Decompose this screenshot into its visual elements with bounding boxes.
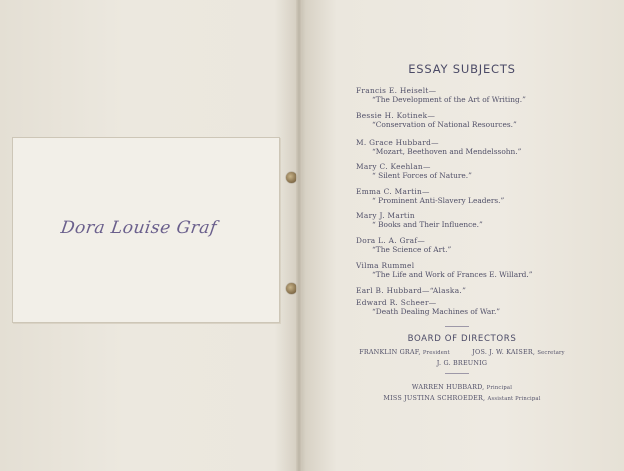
board-member-name: FRANKLIN GRAF,	[359, 348, 421, 356]
assistant-principal-title: Assistant Principal	[487, 396, 541, 402]
essay-author: Emma C. Martin—	[356, 187, 430, 196]
essay-entry	[356, 298, 616, 316]
board-member-name: J. G. BREUNIG	[436, 359, 488, 367]
name-card	[12, 137, 280, 323]
essay-topic: “The Development of the Art of Writing.”	[372, 95, 526, 104]
board-member-name: JOS. J. W. KAISER,	[472, 348, 536, 356]
essay-topic: “The Life and Work of Frances E. Willard.”	[372, 270, 533, 279]
divider	[445, 373, 469, 374]
essay-author: M. Grace Hubbard—	[356, 138, 439, 147]
principal-title: Principal	[486, 385, 513, 391]
board-member-title: President	[422, 350, 450, 356]
essay-topic: “ Silent Forces of Nature.”	[372, 171, 472, 180]
essay-author: Mary C. Keehlan—	[356, 162, 431, 171]
board-member-title: Secretary	[537, 350, 565, 356]
board-of-directors-title: BOARD OF DIRECTORS	[407, 334, 517, 344]
essay-entry	[356, 261, 616, 279]
assistant-principal-line	[300, 394, 624, 402]
essay-topic: “Mozart, Beethoven and Mendelssohn.”	[372, 147, 522, 156]
essay-topic: “Conservation of National Resources.”	[372, 120, 517, 129]
essay-author: Edward R. Scheer—	[356, 298, 437, 307]
right-page	[300, 0, 624, 471]
divider	[445, 326, 469, 327]
board-members-line	[300, 348, 624, 356]
essay-topic: “The Science of Art.”	[372, 245, 452, 254]
principal-name: WARREN HUBBARD,	[411, 383, 485, 391]
essay-author: Dora L. A. Graf—	[356, 236, 426, 245]
essay-entry	[356, 86, 616, 104]
essay-entry	[356, 162, 616, 180]
essay-topic: “ Prominent Anti-Slavery Leaders.”	[372, 196, 505, 205]
assistant-principal-name: MISS JUSTINA SCHROEDER,	[383, 394, 486, 402]
board-member-line	[300, 359, 624, 367]
essay-entry	[356, 138, 616, 156]
principal-line	[300, 383, 624, 391]
essay-subjects-title: ESSAY SUBJECTS	[408, 62, 516, 76]
card-name: Dora Louise Graf	[59, 218, 219, 238]
essay-entry	[356, 211, 616, 229]
essay-author: Vilma Rummel	[356, 261, 415, 270]
essay-entry	[356, 187, 616, 205]
essay-entry	[356, 111, 616, 129]
essay-topic: “ Books and Their Influence.”	[372, 220, 483, 229]
essay-author: Earl B. Hubbard—“Alaska.”	[356, 286, 467, 295]
essay-author: Francis E. Heiselt—	[356, 86, 437, 95]
essay-author: Mary J. Martin	[356, 211, 415, 220]
essay-topic: “Death Dealing Machines of War.”	[372, 307, 501, 316]
essay-entry	[356, 286, 616, 295]
essay-author: Bessie H. Kotinek—	[356, 111, 436, 120]
left-page	[0, 0, 298, 471]
essay-entry	[356, 236, 616, 254]
